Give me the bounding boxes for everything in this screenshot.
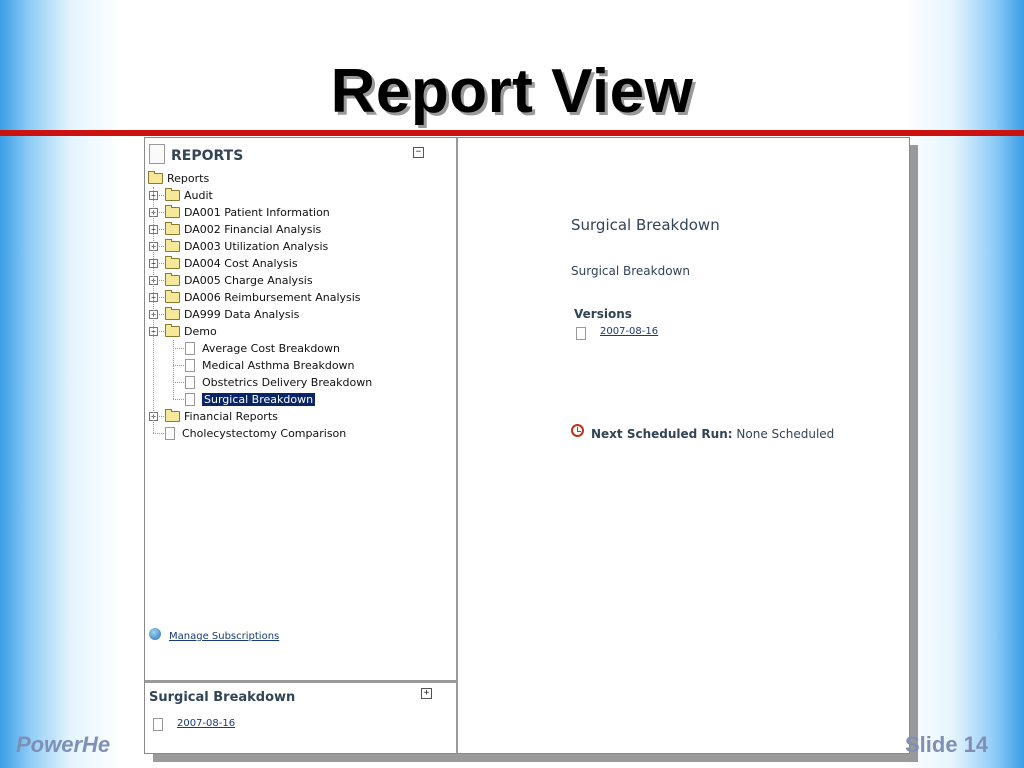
document-icon: [153, 718, 163, 731]
tree-item-label: Demo: [184, 325, 217, 338]
tree-item-folder[interactable]: [148, 221, 448, 238]
folder-icon: [165, 275, 180, 286]
tree-item-label: Medical Asthma Breakdown: [202, 359, 355, 372]
next-run-value: None Scheduled: [736, 427, 835, 441]
versions-panel: [145, 683, 458, 753]
globe-icon: [149, 628, 161, 640]
tree-item-label: DA003 Utilization Analysis: [184, 240, 329, 253]
reports-header-label: REPORTS: [171, 148, 244, 164]
document-icon: [185, 342, 195, 355]
tree-item-label: DA001 Patient Information: [184, 206, 330, 219]
tree-item-label: Average Cost Breakdown: [202, 342, 341, 355]
tree-item-label: Financial Reports: [184, 410, 278, 423]
folder-icon: [165, 411, 180, 422]
folder-open-icon: [148, 173, 163, 184]
tree-item-folder[interactable]: [148, 255, 448, 272]
folder-open-icon: [165, 326, 180, 337]
collapse-icon[interactable]: −: [413, 147, 424, 158]
tree-connector: [173, 399, 184, 400]
tree-item-label: Audit: [184, 189, 213, 202]
document-icon: [185, 393, 195, 406]
report-title: Surgical Breakdown: [571, 216, 720, 234]
expand-icon[interactable]: +: [149, 191, 158, 200]
tree-item-label: Cholecystectomy Comparison: [182, 427, 347, 440]
folder-icon: [165, 190, 180, 201]
tree-connector: [153, 187, 154, 433]
tree-connector: [153, 433, 164, 434]
document-icon: [165, 427, 175, 440]
tree-item-folder[interactable]: [148, 170, 448, 187]
tree-item-folder[interactable]: [148, 408, 448, 425]
tree-item-report[interactable]: [148, 425, 448, 442]
report-viewer-window: [144, 137, 910, 754]
report-detail-pane: [458, 138, 908, 753]
expand-icon[interactable]: +: [149, 310, 158, 319]
versions-heading: Versions: [574, 307, 632, 321]
next-run-label: Next Scheduled Run:: [591, 427, 733, 441]
tree-item-folder[interactable]: [148, 187, 448, 204]
tree-item-report[interactable]: [148, 374, 448, 391]
tree-item-label: DA999 Data Analysis: [184, 308, 300, 321]
document-icon: [185, 376, 195, 389]
version-link[interactable]: 2007-08-16: [600, 326, 659, 337]
footer-brand: PowerHe: [16, 732, 111, 757]
expand-icon[interactable]: +: [149, 293, 158, 302]
expand-icon[interactable]: +: [149, 242, 158, 251]
folder-icon: [165, 241, 180, 252]
expand-icon[interactable]: +: [149, 276, 158, 285]
reports-tree-panel: [145, 138, 458, 683]
tree-item-folder[interactable]: [148, 323, 448, 340]
tree-item-report[interactable]: [148, 340, 448, 357]
folder-icon: [165, 207, 180, 218]
tree-item-folder[interactable]: [148, 204, 448, 221]
expand-icon[interactable]: +: [149, 225, 158, 234]
expand-icon[interactable]: +: [149, 412, 158, 421]
tree-item-folder[interactable]: [148, 238, 448, 255]
tree-item-report[interactable]: [148, 357, 448, 374]
tree-item-label: DA004 Cost Analysis: [184, 257, 298, 270]
tree-connector: [173, 365, 184, 366]
versions-panel-title: Surgical Breakdown: [149, 690, 296, 705]
tree-item-label: DA002 Financial Analysis: [184, 223, 322, 236]
tree-connector: [173, 348, 184, 349]
expand-icon[interactable]: +: [421, 688, 432, 699]
tree-item-label: Obstetrics Delivery Breakdown: [202, 376, 373, 389]
collapse-icon[interactable]: −: [149, 327, 158, 336]
tree-item-label: DA005 Charge Analysis: [184, 274, 313, 287]
slide-number: Slide 14: [905, 732, 989, 757]
folder-icon: [165, 224, 180, 235]
folder-icon: [165, 309, 180, 320]
tree-item-label: DA006 Reimbursement Analysis: [184, 291, 361, 304]
document-icon: [185, 359, 195, 372]
document-icon: [576, 327, 586, 340]
report-description: Surgical Breakdown: [571, 264, 690, 278]
tree-item-label: Surgical Breakdown: [204, 393, 314, 406]
title-divider: [0, 130, 1024, 136]
tree-item-folder[interactable]: [148, 289, 448, 306]
expand-icon[interactable]: +: [149, 259, 158, 268]
manage-subscriptions-link[interactable]: Manage Subscriptions: [169, 631, 280, 642]
tree-connector: [173, 340, 174, 399]
folder-icon: [165, 258, 180, 269]
version-link[interactable]: 2007-08-16: [177, 718, 236, 729]
tree-connector: [173, 382, 184, 383]
reports-tree: [148, 170, 448, 442]
expand-icon[interactable]: +: [149, 208, 158, 217]
tree-item-report[interactable]: [148, 391, 448, 408]
document-icon: [149, 144, 165, 164]
tree-item-folder[interactable]: [148, 272, 448, 289]
tree-item-folder[interactable]: [148, 306, 448, 323]
folder-icon: [165, 292, 180, 303]
tree-item-label: Reports: [167, 172, 210, 185]
clock-icon: [571, 424, 584, 437]
slide-title: Report View: [330, 57, 694, 126]
